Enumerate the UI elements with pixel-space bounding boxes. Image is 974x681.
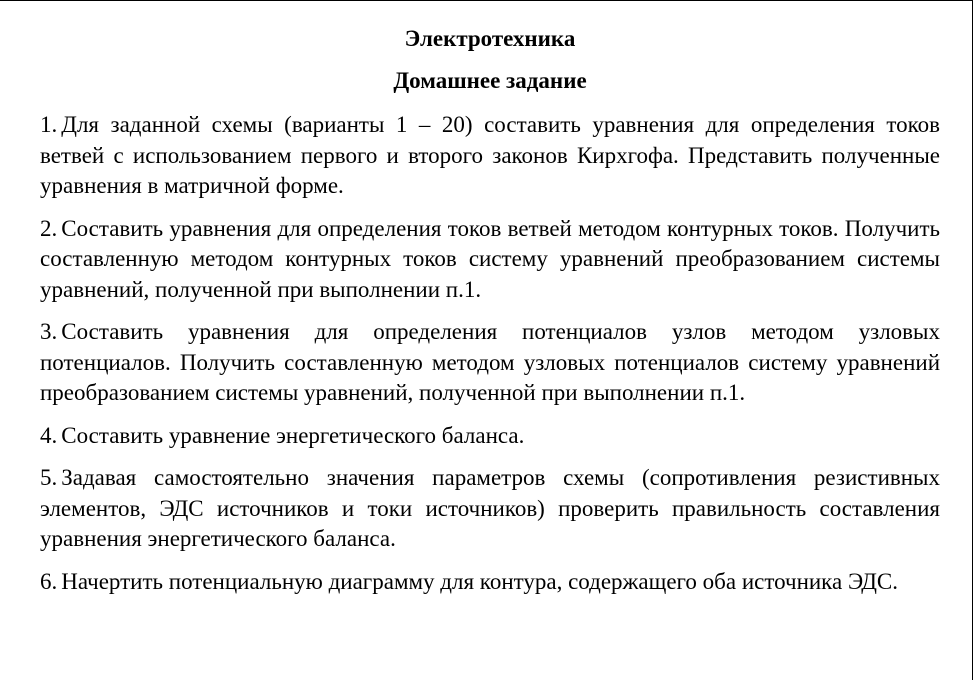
task-item-6 [40, 567, 940, 598]
task-number: 1. [40, 112, 58, 137]
document-body [40, 18, 940, 609]
task-number: 2. [40, 215, 58, 241]
task-list [40, 110, 940, 597]
task-text: Составить уравнение энергетического баланса. [61, 422, 525, 448]
task-text: Задавая самостоятельно значения параметров схемы (сопротивления резистивных элементов, ЭДС источников и токи источников) проверить правильность составления уравнения энергетического баланса. [40, 465, 940, 551]
task-text: Начертить потенциальную диаграмму для контура, содержащего оба источника ЭДС. [61, 568, 898, 594]
document-subtitle: Домашнее задание [393, 68, 587, 93]
task-item-4 [40, 421, 940, 452]
task-number: 5. [40, 465, 58, 490]
task-number: 6. [40, 568, 58, 594]
task-number: 3. [40, 319, 58, 344]
task-item-5 [40, 463, 940, 555]
document-title: Электротехника [404, 26, 576, 51]
task-text: Составить уравнения для определения потенциалов узлов методом узловых потенциалов. Получить составленную методом узловых потенциалов систему уравнений преобразованием системы уравнений, полученной при выполнении п.1. [40, 319, 940, 405]
task-text: Составить уравнения для определения токов ветвей методом контурных токов. Получить составленную методом контурных токов систему уравнений преобразованием системы уравнений, полученной при выполнении п.1. [40, 215, 940, 302]
task-text: Для заданной схемы (варианты 1 – 20) составить уравнения для определения токов ветвей с использованием первого и второго законов Кирхгофа. Представить полученные уравнения в матричной форме. [40, 112, 940, 198]
task-item-3 [40, 317, 940, 409]
task-number: 4. [40, 422, 58, 448]
task-item-2 [40, 214, 940, 306]
task-item-1 [40, 110, 940, 202]
